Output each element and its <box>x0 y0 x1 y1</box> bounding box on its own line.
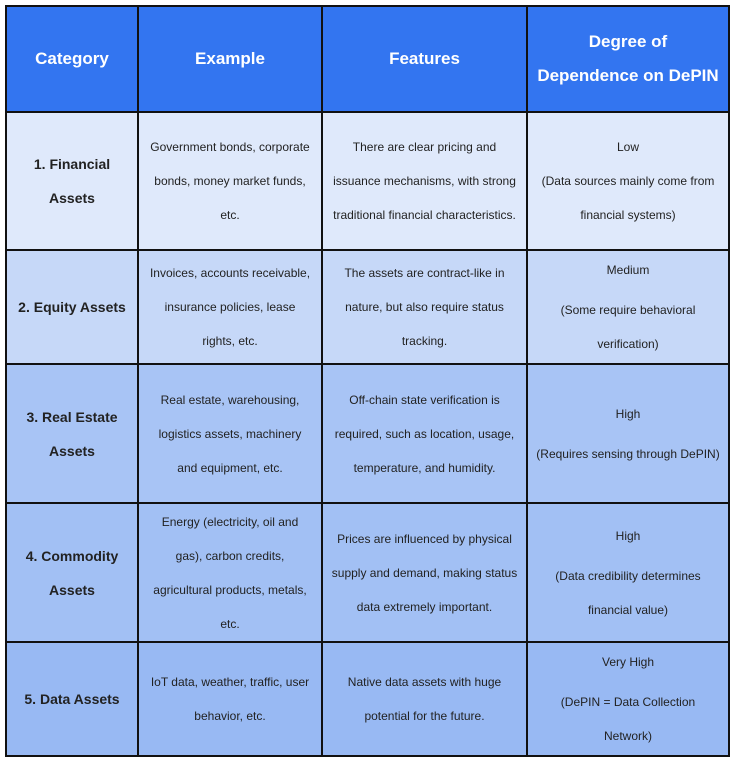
example-cell: Real estate, warehousing, logistics assets, machinery and equipment, etc. <box>138 364 322 503</box>
dependence-level: Very High <box>601 655 655 669</box>
category-cell: 1. Financial Assets <box>6 112 138 250</box>
example-cell: Government bonds, corporate bonds, money market funds, etc. <box>138 112 322 250</box>
dependence-cell <box>527 250 729 364</box>
dependence-level: Medium <box>606 263 650 277</box>
features-cell: Off-chain state verification is required, such as location, usage, temperature, and humidity. <box>322 364 527 503</box>
category-cell: 3. Real Estate Assets <box>6 364 138 503</box>
dependence-level: High <box>615 528 641 543</box>
features-cell: There are clear pricing and issuance mechanisms, with strong traditional financial characteristics. <box>322 112 527 250</box>
category-cell: 4. Commodity Assets <box>6 503 138 642</box>
features-cell: Native data assets with huge potential for the future. <box>322 642 527 756</box>
features-cell: Prices are influenced by physical supply and demand, making status data extremely important. <box>322 503 527 642</box>
dependence-cell <box>527 112 729 250</box>
dependence-level: High <box>615 406 641 421</box>
dependence-note: (Data credibility determines financial value) <box>555 568 701 617</box>
table-row <box>6 503 729 642</box>
table-row <box>6 112 729 250</box>
dependence-cell <box>527 642 729 756</box>
features-cell: The assets are contract-like in nature, but also require status tracking. <box>322 250 527 364</box>
example-cell: IoT data, weather, traffic, user behavior, etc. <box>138 642 322 756</box>
dependence-cell <box>527 503 729 642</box>
dependence-cell <box>527 364 729 503</box>
example-cell: Invoices, accounts receivable, insurance policies, lease rights, etc. <box>138 250 322 364</box>
table-row <box>6 364 729 503</box>
header-category: Category <box>6 6 138 112</box>
table-header-row <box>6 6 729 112</box>
dependence-note: (Requires sensing through DePIN) <box>536 446 720 461</box>
table-row <box>6 250 729 364</box>
dependence-note: (Data sources mainly come from financial systems) <box>541 174 715 222</box>
category-cell: 5. Data Assets <box>6 642 138 756</box>
dependence-note: (Some require behavioral verification) <box>560 303 696 351</box>
header-dependence: Degree of Dependence on DePIN <box>527 6 729 112</box>
header-example: Example <box>138 6 322 112</box>
table-row <box>6 642 729 756</box>
header-features: Features <box>322 6 527 112</box>
example-cell: Energy (electricity, oil and gas), carbon credits, agricultural products, metals, etc. <box>138 503 322 642</box>
dependence-note: (DePIN = Data Collection Network) <box>560 695 696 743</box>
category-cell: 2. Equity Assets <box>6 250 138 364</box>
asset-category-table <box>5 5 730 757</box>
dependence-level: Low <box>616 140 639 154</box>
